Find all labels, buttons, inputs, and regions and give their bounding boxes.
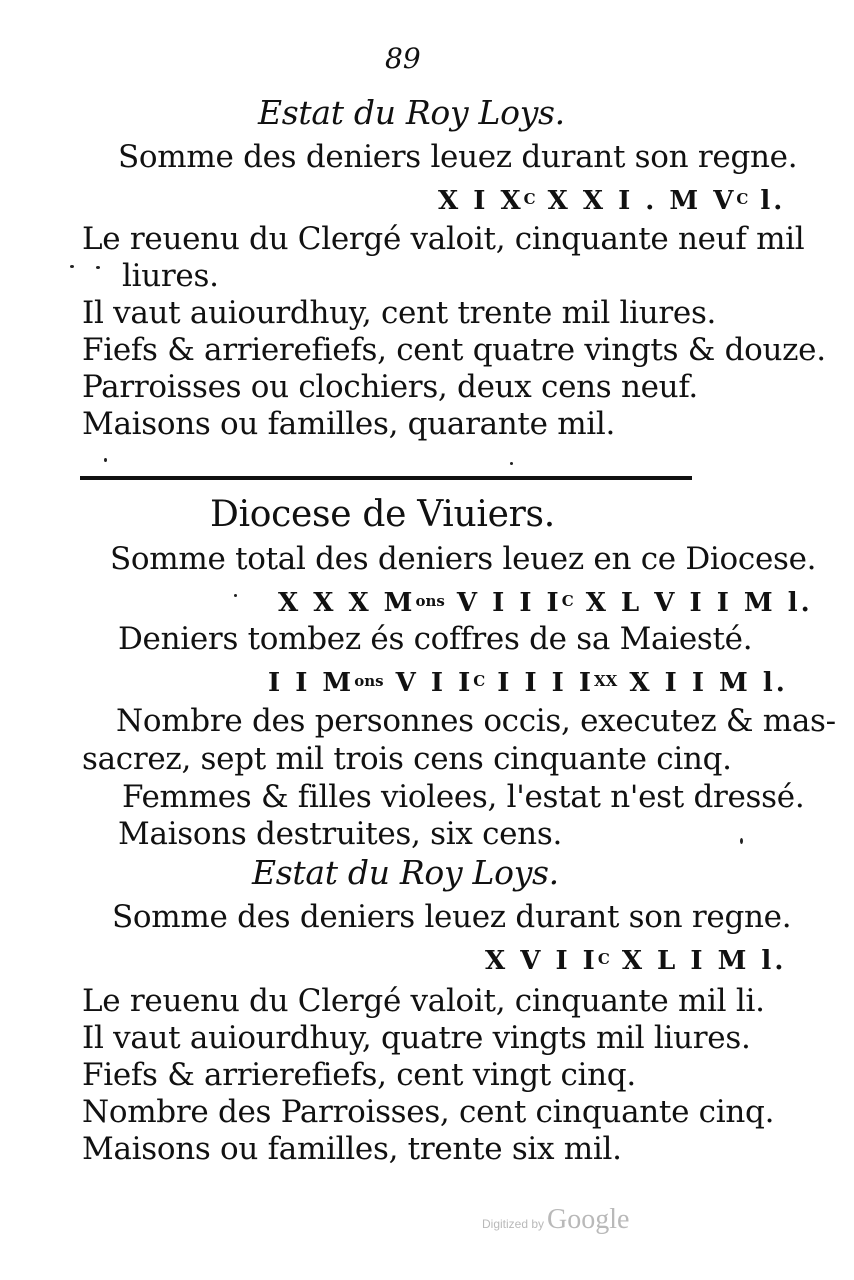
page-number: 89 (385, 42, 421, 75)
section2-total-value: X X X $M^{ons}$ V I I $I^C$ X L V I I M l. (278, 588, 813, 618)
section1-line-1: Le reuenu du Clergé valoit, cinquante neuf mil (82, 221, 805, 257)
scan-speck (104, 458, 107, 462)
section3-sum-value: X V I $I^C$ X L I M l. (485, 946, 787, 976)
section3-line-4: Nombre des Parroisses, cent cinquante cinq. (82, 1094, 775, 1130)
scan-speck (510, 462, 513, 465)
section2-total-label: Somme total des deniers leuez en ce Diocese. (110, 541, 817, 577)
section1-line-2: liures. (122, 258, 219, 294)
section3-line-5: Maisons ou familles, trente six mil. (82, 1131, 622, 1167)
google-watermark (482, 1204, 629, 1236)
watermark-prefix: Digitized by (482, 1217, 545, 1231)
scan-speck (70, 265, 74, 268)
section1-sum-label: Somme des deniers leuez durant son regne. (118, 139, 798, 175)
section1-line-4: Fiefs & arrierefiefs, cent quatre vingts & douze. (82, 332, 826, 368)
section2-line-2: sacrez, sept mil trois cens cinquante cinq. (82, 741, 732, 777)
scan-speck (96, 266, 100, 269)
section1-heading: Estat du Roy Loys. (258, 93, 565, 132)
section1-line-5: Parroisses ou clochiers, deux cens neuf. (82, 369, 698, 405)
section2-line-3: Femmes & filles violees, l'estat n'est dressé. (122, 779, 805, 815)
section2-line-1: Nombre des personnes occis, executez & mas- (116, 703, 836, 739)
section3-heading: Estat du Roy Loys. (252, 853, 559, 892)
section2-line-4: Maisons destruites, six cens. (118, 816, 563, 852)
section2-coffres-label: Deniers tombez és coffres de sa Maiesté. (118, 621, 753, 657)
section1-line-6: Maisons ou familles, quarante mil. (82, 406, 616, 442)
section3-line-1: Le reuenu du Clergé valoit, cinquante mil li. (82, 983, 765, 1019)
section1-sum-value: X I $X^C$ X X I . M $V^C$ l. (438, 186, 786, 216)
section1-line-3: Il vaut auiourdhuy, cent trente mil liures. (82, 295, 717, 331)
section3-sum-label: Somme des deniers leuez durant son regne. (112, 899, 792, 935)
section3-line-3: Fiefs & arrierefiefs, cent vingt cinq. (82, 1057, 636, 1093)
section-divider (80, 476, 692, 480)
scan-speck (740, 838, 743, 844)
scan-speck (234, 594, 237, 597)
section2-coffres-value: I I $M^{ons}$ V I $I^C$ I I I $I^{XX}$ X I I M l. (268, 668, 788, 698)
section3-line-2: Il vaut auiourdhuy, quatre vingts mil liures. (82, 1020, 751, 1056)
google-logo: Google (547, 1204, 630, 1235)
section2-title: Diocese de Viuiers. (210, 494, 555, 535)
